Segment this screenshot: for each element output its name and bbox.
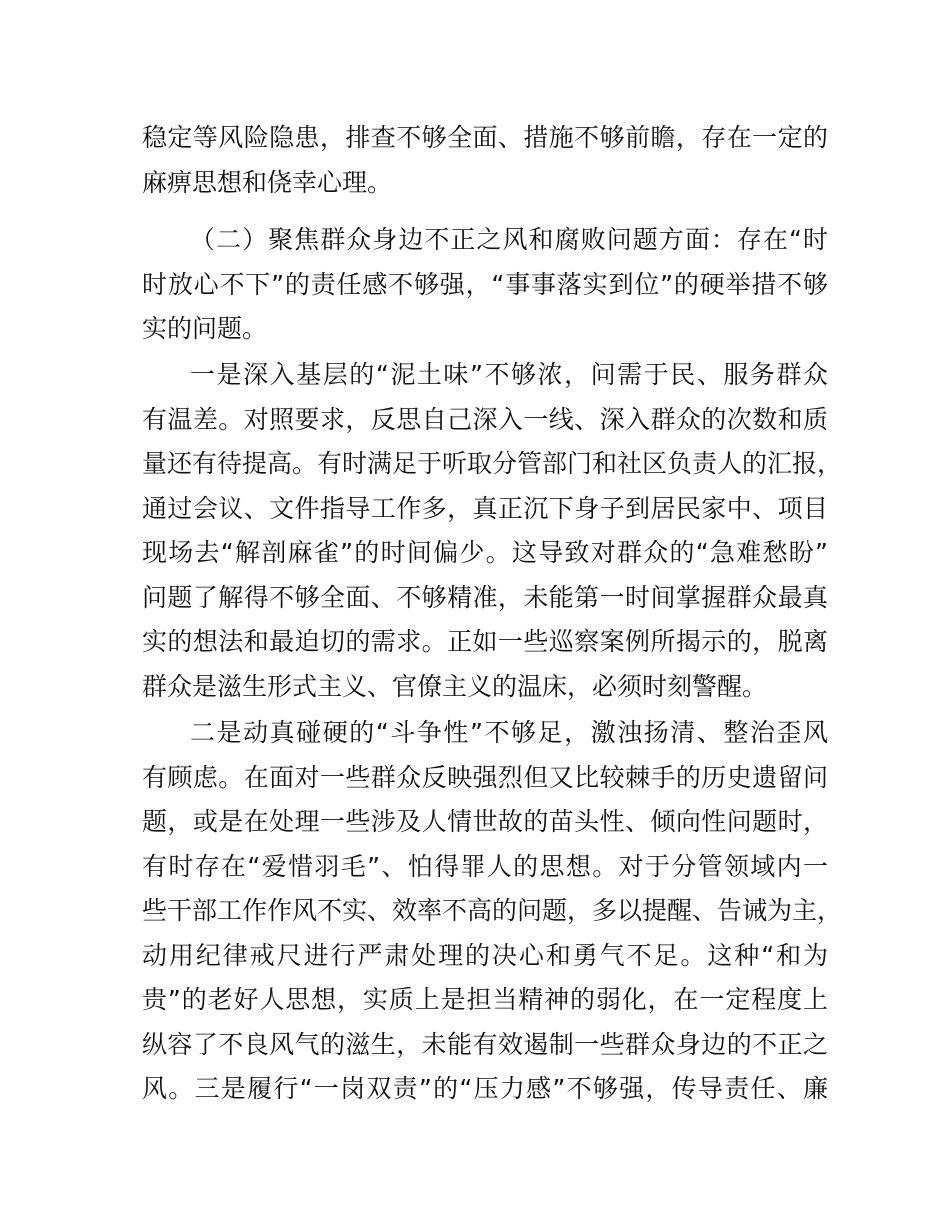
text-line: 通过会议、文件指导工作多，真正沉下身子到居民家中、项目 bbox=[142, 493, 828, 523]
text-line: 风。三是履行“一岗双责”的“压力感”不够强，传导责任、廉 bbox=[142, 1074, 828, 1103]
text-line: 有顾虑。在面对一些群众反映强烈但又比较棘手的历史遗留问 bbox=[142, 762, 828, 792]
text-line: 有时存在“爱惜羽毛”、怕得罪人的思想。对于分管领域内一 bbox=[142, 851, 828, 881]
text-line: 实的问题。 bbox=[142, 314, 268, 343]
text-line: 二是动真碰硬的“斗争性”不够足，激浊扬清、整治歪风 bbox=[190, 718, 828, 747]
text-line: 现场去“解剖麻雀”的时间偏少。这导致对群众的“急难愁盼” bbox=[142, 538, 828, 567]
text-line: 麻痹思想和侥幸心理。 bbox=[142, 167, 393, 197]
text-line: 纵容了不良风气的滋生，未能有效遏制一些群众身边的不正之 bbox=[142, 1029, 828, 1059]
text-line: 实的想法和最迫切的需求。正如一些巡察案例所揭示的，脱离 bbox=[142, 627, 828, 656]
text-line: 量还有待提高。有时满足于听取分管部门和社区负责人的汇报， bbox=[142, 449, 843, 478]
text-line: 时放心不下”的责任感不够强，“事事落实到位”的硬举措不够 bbox=[142, 269, 828, 299]
text-line: 贵”的老好人思想，实质上是担当精神的弱化，在一定程度上 bbox=[142, 985, 828, 1014]
text-line: 一是深入基层的“泥土味”不够浓，问需于民、服务群众 bbox=[190, 360, 828, 389]
text-line: （二）聚焦群众身边不正之风和腐败问题方面：存在“时 bbox=[190, 225, 828, 254]
text-line: 群众是滋生形式主义、官僚主义的温床，必须时刻警醒。 bbox=[142, 671, 768, 701]
text-line: 有温差。对照要求，反思自己深入一线、深入群众的次数和质 bbox=[142, 404, 828, 434]
text-line: 题，或是在处理一些涉及人情世故的苗头性、倾向性问题时， bbox=[142, 807, 828, 836]
text-line: 些干部工作作风不实、效率不高的问题，多以提醒、告诫为主， bbox=[142, 896, 843, 925]
text-line: 问题了解得不够全面、不够精准，未能第一时间掌握群众最真 bbox=[142, 582, 828, 612]
text-line: 动用纪律戒尺进行严肃处理的决心和勇气不足。这种“和为 bbox=[142, 940, 828, 970]
text-line: 稳定等风险隐患，排查不够全面、措施不够前瞻，存在一定的 bbox=[142, 123, 828, 152]
